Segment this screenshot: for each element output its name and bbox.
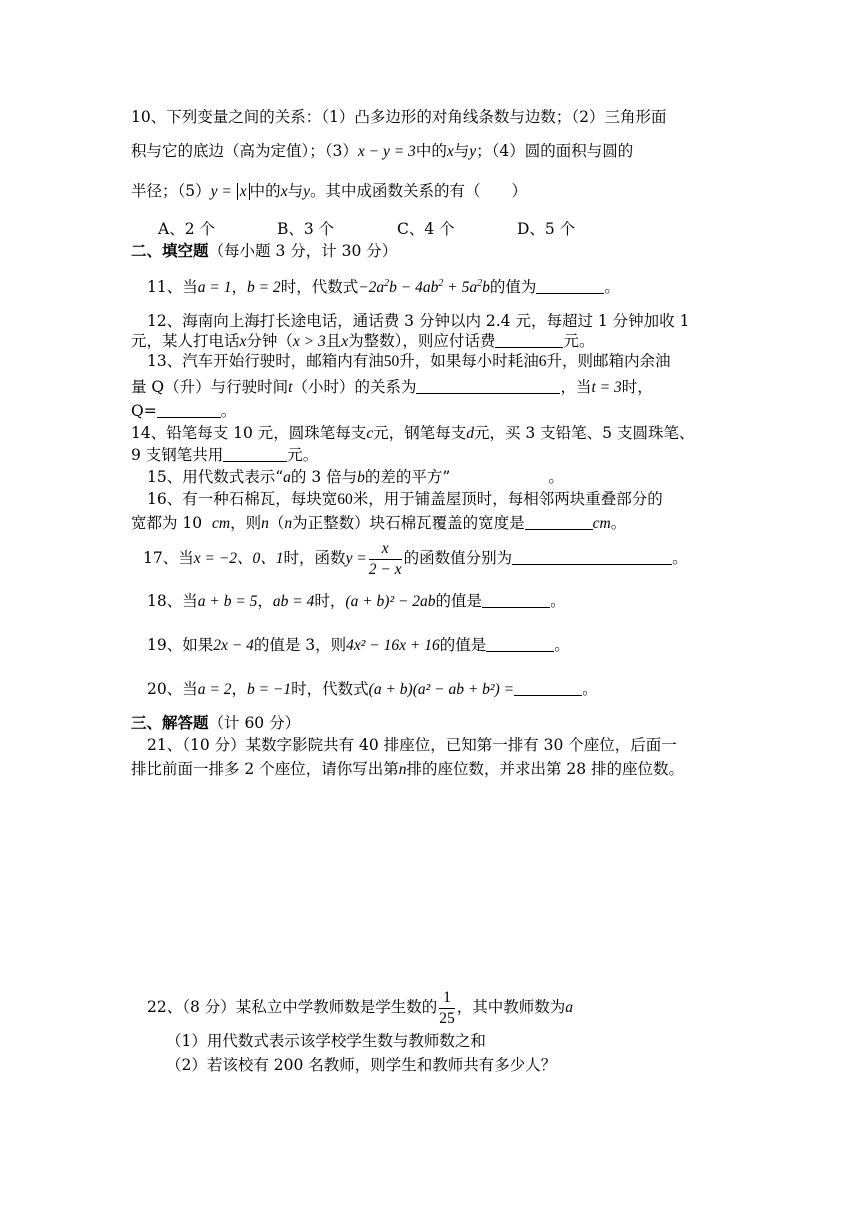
fraction-denominator: 25 — [439, 1009, 455, 1027]
q10-text: 与 — [287, 182, 304, 200]
q22-part-1 — [166, 1030, 486, 1052]
q11 — [147, 276, 620, 299]
q16-text: 为正整数）块石棉瓦覆盖的宽度是 — [292, 514, 525, 532]
q11-text: 11、当 — [147, 278, 198, 296]
q16-line-2 — [131, 512, 626, 535]
q22-text: （1）用代数式表示该学校学生数与教师数之和 — [166, 1032, 486, 1050]
q10-option-d — [517, 218, 575, 240]
option-d-label: D、5 个 — [517, 220, 576, 238]
q22-text: ，其中教师数为 — [456, 998, 566, 1016]
option-a-label: A、2 个 — [158, 220, 215, 238]
q18 — [147, 590, 566, 613]
q13-text: 升，则邮箱内余油 — [546, 352, 671, 370]
q13-text: 。 — [220, 402, 237, 420]
math-var: y — [469, 143, 477, 160]
math-var: n — [261, 515, 269, 532]
q13-line-1 — [147, 350, 671, 373]
q12-line-1 — [147, 310, 689, 332]
q14-text: 元。 — [287, 446, 319, 464]
q16-text: 米，用于铺盖屋顶时，每相邻两块重叠部分的 — [352, 490, 663, 508]
q18-text: 的值是 — [435, 592, 483, 610]
section-note: （计 60 分） — [208, 714, 301, 732]
q12-text: 为整数），则应付话费 — [348, 332, 496, 350]
answer-blank[interactable] — [223, 447, 287, 462]
math-expression: x − y = 3 — [357, 143, 416, 160]
q13-line-2 — [131, 376, 653, 399]
q13-text: ，当 — [560, 378, 592, 396]
q21-text: 21、（10 分）某数字影院共有 40 排座位，已知第一排有 30 个座位，后面一 — [147, 736, 677, 754]
math-var: x — [280, 183, 288, 200]
q10-line-2 — [131, 140, 633, 163]
q10-text: 中的 — [249, 182, 281, 200]
q10-text: ；（4）圆的面积与圆的 — [476, 142, 634, 160]
q21-line-1 — [147, 734, 677, 756]
math-var: n — [398, 761, 407, 778]
q10-line-1 — [131, 106, 666, 128]
q13-text: （小时）的关系为 — [292, 378, 417, 396]
q17 — [143, 536, 688, 581]
section-title: 二、填空题 — [131, 241, 209, 260]
q18-text: ， — [257, 592, 273, 610]
q16-text: 。 — [610, 514, 627, 532]
q19-text: 的值是 — [439, 636, 487, 654]
math-abs: x — [237, 183, 250, 200]
answer-blank[interactable] — [157, 403, 221, 418]
q16-text: （ — [268, 514, 285, 532]
q20-text: 时，代数式 — [291, 680, 369, 698]
q10-option-c — [397, 218, 455, 240]
q15-text: 的差的平方” — [364, 468, 451, 486]
q20-text: 20、当 — [147, 680, 198, 698]
math-expression: x = −2、0、1 — [193, 550, 284, 567]
q17-text: 17、当 — [143, 549, 194, 567]
answer-blank[interactable] — [514, 681, 582, 696]
math-expression: (a + b)(a² − ab + b²) = — [368, 681, 515, 698]
q14-text: 14、铅笔每支 10 元，圆珠笔每支 — [131, 424, 367, 442]
q13-text: 量 Q（升）与行驶时间 — [131, 378, 289, 396]
answer-blank[interactable] — [482, 593, 550, 608]
q18-text: 18、当 — [147, 592, 198, 610]
math-expression: a + b = 5 — [197, 593, 258, 610]
q22-fraction — [439, 988, 455, 1029]
q22-part-2 — [166, 1054, 556, 1076]
q14-line-1 — [131, 422, 694, 445]
q10-text: 积与它的底边（高为定值）；（3） — [131, 142, 358, 160]
q12-text: 元，某人打电话 — [131, 332, 240, 350]
q14-line-2 — [131, 444, 318, 466]
q16-text: 16、有一种石棉瓦，每块宽 — [147, 490, 338, 508]
q21-text: 排比前面一排多 2 个座位，请你写出第 — [131, 760, 399, 778]
q17-text: 的函数值分别为 — [403, 549, 513, 567]
math-unit: cm — [592, 515, 611, 532]
q20-text: ， — [231, 680, 247, 698]
math-unit: cm — [212, 515, 231, 532]
q20 — [147, 678, 598, 701]
math-expression: (a + b)² − 2ab — [345, 593, 436, 610]
q14-text: 9 支钢笔共用 — [131, 446, 224, 464]
option-b-label: B、3 个 — [277, 220, 335, 238]
section-2-heading — [131, 240, 397, 262]
q16-text: 宽都为 10 — [131, 514, 203, 532]
q19 — [147, 634, 570, 657]
q15 — [147, 466, 564, 489]
answer-blank[interactable] — [525, 515, 593, 530]
math-var: d — [466, 425, 474, 442]
q13-text: 升，如果每小时耗油 — [399, 352, 539, 370]
q19-text: 的值是 3，则 — [253, 636, 347, 654]
q11-text: 时，代数式 — [280, 278, 359, 296]
math-var: c — [366, 425, 374, 442]
math-var: y — [303, 183, 310, 200]
q15-text: 。 — [548, 468, 564, 486]
q18-text: 时， — [314, 592, 346, 610]
q10-option-a — [158, 218, 215, 240]
q15-text: 15、用代数式表示“ — [147, 468, 284, 486]
q13-text: 13、汽车开始行驶时，邮箱内有油 — [147, 352, 384, 370]
q10-text: 10、下列变量之间的关系：（1）凸多边形的对角线条数与边数；（2）三角形面 — [131, 108, 667, 126]
q12-text: 分钟（ — [246, 332, 293, 350]
answer-blank[interactable] — [486, 637, 554, 652]
q12-text: 且 — [325, 332, 342, 350]
math-expression: y = — [210, 183, 232, 200]
fraction-numerator: x — [369, 539, 402, 560]
function-fraction — [369, 539, 402, 580]
q14-text: 元，钢笔每支 — [373, 424, 467, 442]
q10-text: 与 — [453, 142, 470, 160]
math-expression: a = 1 — [197, 279, 232, 296]
q19-text: 。 — [554, 636, 570, 654]
q16-line-1 — [147, 488, 663, 511]
fraction-denominator: 2 − x — [368, 560, 402, 578]
option-c-label: C、4 个 — [397, 220, 455, 238]
math-number: 60 — [337, 491, 353, 508]
q12-text: 12、海南向上海打长途电话，通话费 3 分钟以内 2.4 元，每超过 1 分钟加收 1 — [147, 312, 690, 330]
q14-text: 元，买 3 支铅笔、5 支圆珠笔、 — [473, 424, 695, 442]
q18-text: 。 — [550, 592, 566, 610]
q12-text: 元。 — [563, 332, 595, 350]
q11-expression: $-2a^2b - 4ab^2 + 5a^2b$ — [358, 278, 490, 296]
math-var: x — [446, 143, 454, 160]
math-expression: 2x − 4 — [213, 637, 254, 654]
q22-text: 22、（8 分）某私立中学教师数是学生数的 — [147, 998, 438, 1016]
q13-text: Q= — [131, 402, 157, 420]
answer-blank[interactable] — [512, 550, 672, 565]
q16-text: ，则 — [230, 514, 262, 532]
answer-blank[interactable] — [536, 279, 604, 294]
q11-text: 。 — [604, 278, 620, 296]
q17-text: 时，函数 — [283, 549, 346, 567]
math-expression: b = −1 — [246, 681, 292, 698]
q10-text: 中的 — [415, 142, 447, 160]
math-var: t — [288, 379, 293, 396]
answer-blank[interactable] — [416, 379, 560, 394]
q13-line-3 — [131, 400, 236, 422]
q11-text: ， — [231, 278, 247, 296]
math-expression: b = 2 — [246, 279, 281, 296]
math-expression: y = — [345, 550, 367, 567]
math-number: 6 — [538, 353, 547, 370]
q17-text: 。 — [672, 549, 688, 567]
math-number: 50 — [383, 353, 400, 370]
q15-text: 的 3 倍与 — [290, 468, 358, 486]
math-expression: ab = 4 — [272, 593, 315, 610]
math-expression: t = 3 — [591, 379, 622, 396]
q21-line-2 — [131, 758, 684, 781]
math-var: b — [357, 469, 365, 486]
q20-text: 。 — [582, 680, 598, 698]
q10-text: 。其中成函数关系的有（ ） — [309, 182, 527, 200]
math-var: a — [283, 469, 291, 486]
q10-option-b — [277, 218, 334, 240]
q10-text: 半径；（5） — [131, 182, 211, 200]
q19-text: 19、如果 — [147, 636, 214, 654]
math-var: x — [239, 333, 247, 350]
math-var: n — [284, 515, 293, 532]
section-3-heading — [131, 712, 300, 734]
math-var: a — [565, 999, 574, 1016]
section-note: （每小题 3 分，计 30 分） — [208, 242, 398, 260]
q21-text: 排的座位数，并求出第 28 排的座位数。 — [406, 760, 685, 778]
q11-text: 的值为 — [489, 278, 537, 296]
math-expression: a = 2 — [197, 681, 232, 698]
math-expression: x > 3 — [292, 333, 326, 350]
math-expression: 4x² − 16x + 16 — [346, 637, 440, 654]
section-title: 三、解答题 — [131, 713, 209, 732]
answer-blank[interactable] — [495, 333, 563, 348]
q22-text: （2）若该校有 200 名教师，则学生和教师共有多少人？ — [166, 1056, 557, 1074]
q10-line-3 — [131, 180, 527, 203]
math-var: x — [341, 333, 349, 350]
q13-text: 时， — [621, 378, 653, 396]
fraction-numerator: 1 — [439, 988, 455, 1009]
q22 — [147, 985, 573, 1030]
